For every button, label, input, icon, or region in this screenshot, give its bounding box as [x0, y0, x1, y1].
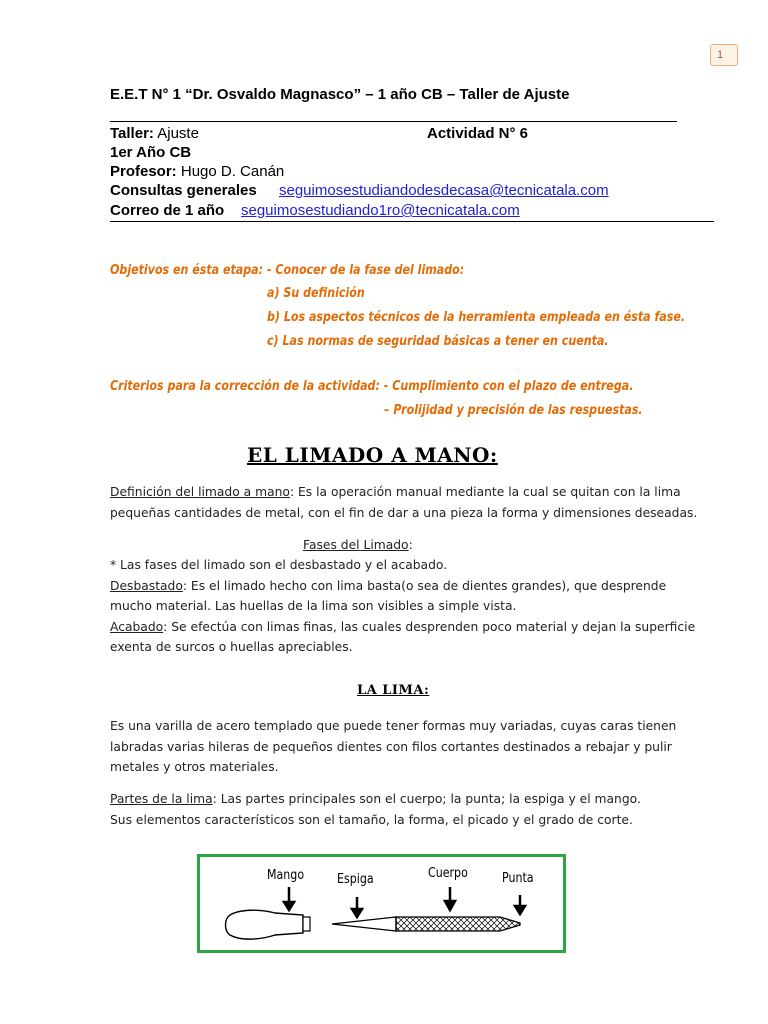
desbastado-text-2: mucho material. Las huellas de la lima son visibles a simple vista. — [110, 599, 517, 613]
fases-intro: * Las fases del limado son el desbastado y el acabado. — [110, 558, 448, 572]
objetivo-b: b) Los aspectos técnicos de la herramienta empleada en ésta fase. — [267, 309, 686, 325]
correo-label: Correo de 1 año — [110, 202, 225, 219]
lima-text-2: labradas varias hileras de pequeños dientes con filos cortantes destinados a rebajar y pulir — [110, 739, 672, 754]
fases-heading-label: Fases del Limado — [303, 538, 409, 552]
taller-label: Taller: — [110, 125, 154, 142]
partes-paragraph — [110, 789, 730, 830]
definicion-paragraph — [110, 482, 720, 523]
taller-value: Ajuste — [153, 125, 199, 142]
anio-label: 1er Año CB — [110, 144, 192, 161]
lima-paragraph — [110, 716, 730, 778]
definicion-text-2: pequeñas cantidades de metal, con el fin de dar a una pieza la forma y dimensiones deseadas. — [110, 505, 698, 520]
objetivo-a: a) Su definición — [267, 285, 365, 301]
correo-email-link[interactable]: seguimosestudiando1ro@tecnicatala.com — [241, 202, 520, 219]
actividad — [427, 125, 528, 142]
lima-heading-label: LA LIMA — [357, 683, 424, 698]
consultas-label: Consultas generales — [110, 182, 257, 199]
objetivos-line: Objetivos en ésta etapa: - Conocer de la fase del limado: — [110, 262, 465, 278]
meta-divider — [110, 221, 714, 222]
lima-text-1: Es una varilla de acero templado que puede tener formas muy variadas, cuyas caras tienen — [110, 719, 677, 733]
partes-text: : Las partes principales son el cuerpo; la punta; la espiga y el mango. — [212, 792, 641, 806]
definicion-text-1: : Es la operación manual mediante la cual se quitan con la lima — [289, 485, 681, 499]
cuerpo-body — [396, 917, 520, 931]
definicion-label: Definición del limado a mano — [110, 485, 290, 499]
acabado-label: Acabado — [110, 619, 164, 634]
espiga-label: Espiga — [337, 872, 374, 887]
profesor-row — [110, 163, 284, 180]
cuerpo-label: Cuerpo — [428, 866, 468, 881]
espiga-tang — [332, 917, 396, 931]
profesor-value: Hugo D. Canán — [176, 163, 285, 180]
mango-ferrule — [303, 917, 310, 931]
acabado-text-1: : Se efectúa con limas finas, las cuales desprenden poco material y dejan la superficie — [163, 619, 696, 634]
taller-row — [110, 125, 199, 142]
file-parts-figure — [197, 854, 566, 953]
consultas-email-link[interactable]: seguimosestudiandodesdecasa@tecnicatala.com — [279, 182, 609, 199]
lima-text-3: metales y otros materiales. — [110, 760, 279, 774]
fases-heading — [303, 535, 413, 556]
mango-handle — [226, 910, 304, 939]
fases-heading-colon: : — [408, 538, 413, 552]
profesor-label: Profesor: — [110, 163, 177, 180]
desbastado-text-1: : Es el limado hecho con lima basta(o sea de dientes grandes), que desprende — [182, 578, 667, 593]
document-header: E.E.T N° 1 “Dr. Osvaldo Magnasco” – 1 año CB – Taller de Ajuste — [110, 86, 570, 103]
lima-heading — [357, 683, 429, 698]
anio — [110, 144, 191, 161]
correo-row — [110, 202, 224, 219]
desbastado-label: Desbastado — [110, 578, 183, 593]
page-number: 1 — [710, 44, 738, 66]
elementos-text: Sus elementos característicos son el tamaño, la forma, el picado y el grado de corte. — [110, 812, 633, 827]
punta-label: Punta — [502, 871, 534, 886]
header-divider — [110, 121, 677, 122]
section-title: EL LIMADO A MANO: — [247, 443, 498, 467]
criterios-line2: – Prolijidad y precisión de las respuestas. — [384, 402, 643, 418]
acabado-text-2: exenta de surcos o huellas apreciables. — [110, 640, 353, 654]
mango-label: Mango — [267, 868, 305, 883]
actividad-label: Actividad N° 6 — [427, 125, 529, 142]
lima-heading-colon: : — [423, 683, 430, 698]
fases-paragraph — [110, 555, 730, 658]
partes-label: Partes de la lima — [110, 792, 213, 806]
objetivo-c: c) Las normas de seguridad básicas a tener en cuenta. — [267, 333, 609, 349]
consultas-row — [110, 182, 257, 199]
criterios-line1: Criterios para la corrección de la actividad: - Cumplimiento con el plazo de entrega. — [110, 378, 634, 394]
